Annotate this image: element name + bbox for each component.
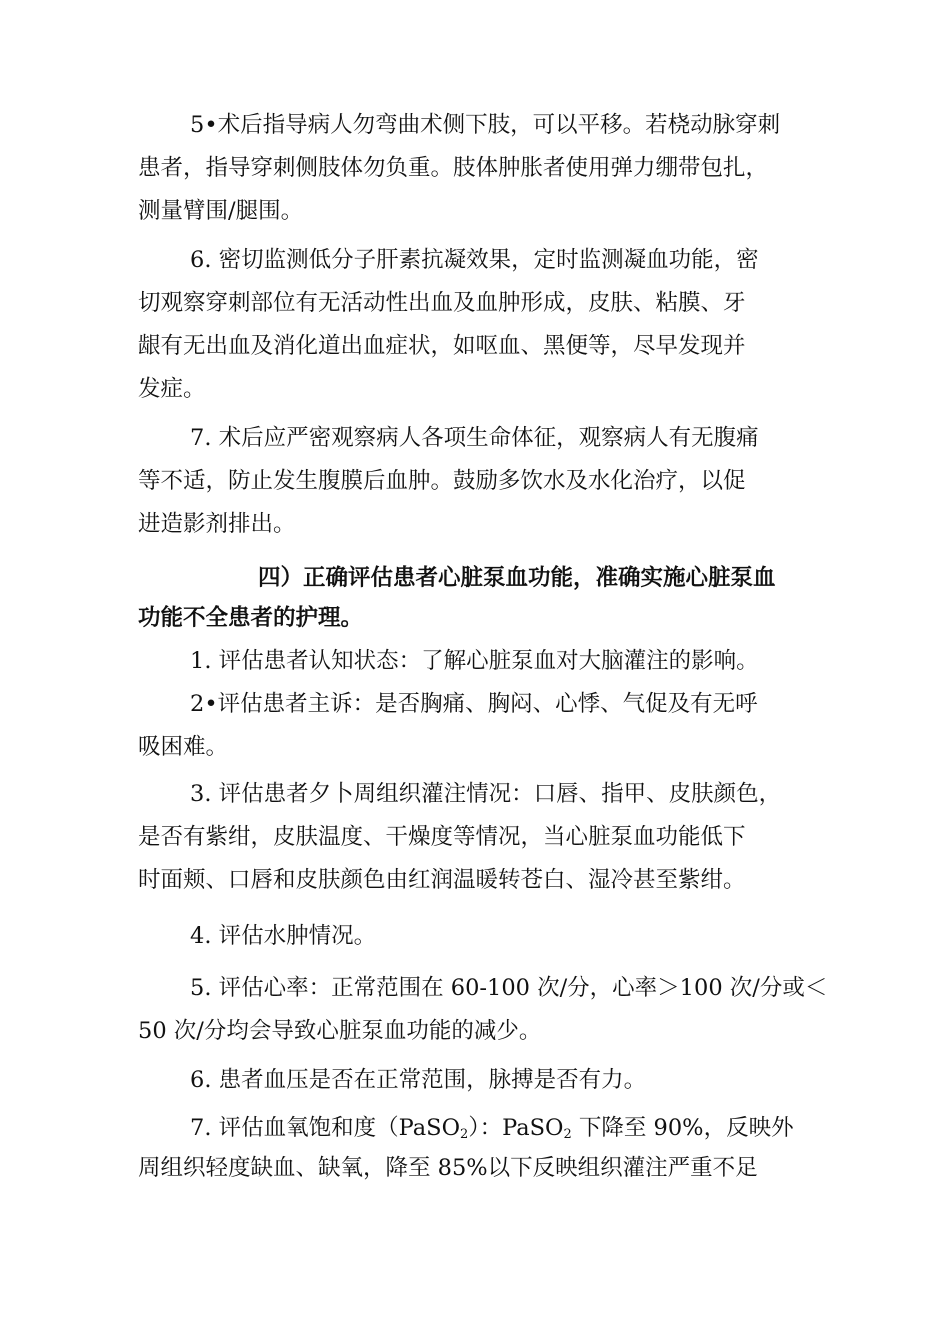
text-line: 6. 密切监测低分子肝素抗凝效果，定时监测凝血功能，密 xyxy=(190,247,759,273)
heading-line: 四）正确评估患者心脏泵血功能，准确实施心脏泵血 xyxy=(258,565,776,591)
subscript: 2 xyxy=(460,1127,469,1142)
text-line: 龈有无出血及消化道出血症状，如呕血、黑便等，尽早发现并 xyxy=(138,333,746,359)
assessment-item-6 xyxy=(138,1059,828,1102)
assessment-item-7 xyxy=(138,1108,828,1188)
text-line: 周组织轻度缺血、缺氧，降至 85%以下反映组织灌注严重不足 xyxy=(138,1155,758,1181)
text-line: 切观察穿刺部位有无活动性出血及血肿形成，皮肤、粘膜、牙 xyxy=(138,290,746,316)
text-line: 5. 评估心率：正常范围在 60-100 次/分，心率＞100 次/分或＜ xyxy=(190,975,828,1001)
paragraph-item-6 xyxy=(138,239,828,411)
assessment-item-1 xyxy=(138,640,828,683)
text-line: 时面颊、口唇和皮肤颜色由红润温暖转苍白、湿冷甚至紫绀。 xyxy=(138,867,746,893)
assessment-item-5 xyxy=(138,967,828,1053)
text-line: 5•术后指导病人勿弯曲术侧下肢，可以平移。若桡动脉穿刺 xyxy=(190,112,781,138)
assessment-item-4 xyxy=(138,915,828,958)
text-line: 是否有紫绀，皮肤温度、干燥度等情况，当心脏泵血功能低下 xyxy=(138,824,746,850)
text-fragment: 下降至 90%，反映外 xyxy=(571,1115,794,1141)
text-line: 6. 患者血压是否在正常范围，脉搏是否有力。 xyxy=(190,1067,647,1093)
paragraph-item-5 xyxy=(138,104,828,233)
paragraph-item-7 xyxy=(138,417,828,546)
text-line: 吸困难。 xyxy=(138,734,229,760)
text-fragment: 7. 评估血氧饱和度（PaSO xyxy=(190,1115,461,1141)
text-line: 测量臂围/腿围。 xyxy=(138,198,304,224)
text-line: 患者，指导穿刺侧肢体勿负重。肢体肿胀者使用弹力绷带包扎， xyxy=(138,155,769,181)
subscript: 2 xyxy=(563,1127,572,1142)
text-line: 2•评估患者主诉：是否胸痛、胸闷、心悸、气促及有无呼 xyxy=(190,691,758,717)
text-fragment: ）：PaSO xyxy=(468,1115,564,1141)
text-line: 50 次/分均会导致心脏泵血功能的减少。 xyxy=(138,1018,542,1044)
heading-line: 功能不全患者的护理。 xyxy=(138,605,364,631)
text-line: 4. 评估水肿情况。 xyxy=(190,923,377,949)
text-line: 3. 评估患者夕卜周组织灌注情况：口唇、指甲、皮肤颜色， xyxy=(190,781,782,807)
section-heading xyxy=(138,558,828,638)
assessment-item-2 xyxy=(138,683,828,769)
assessment-item-3 xyxy=(138,773,828,902)
text-line: 进造影剂排出。 xyxy=(138,511,296,537)
text-line: 发症。 xyxy=(138,376,206,402)
text-line: 7. 术后应严密观察病人各项生命体征，观察病人有无腹痛 xyxy=(190,425,759,451)
text-line: 1. 评估患者认知状态：了解心脏泵血对大脑灌注的影响。 xyxy=(190,648,759,674)
text-line: 等不适，防止发生腹膜后血肿。鼓励多饮水及水化治疗，以促 xyxy=(138,468,746,494)
text-line xyxy=(138,1108,828,1148)
